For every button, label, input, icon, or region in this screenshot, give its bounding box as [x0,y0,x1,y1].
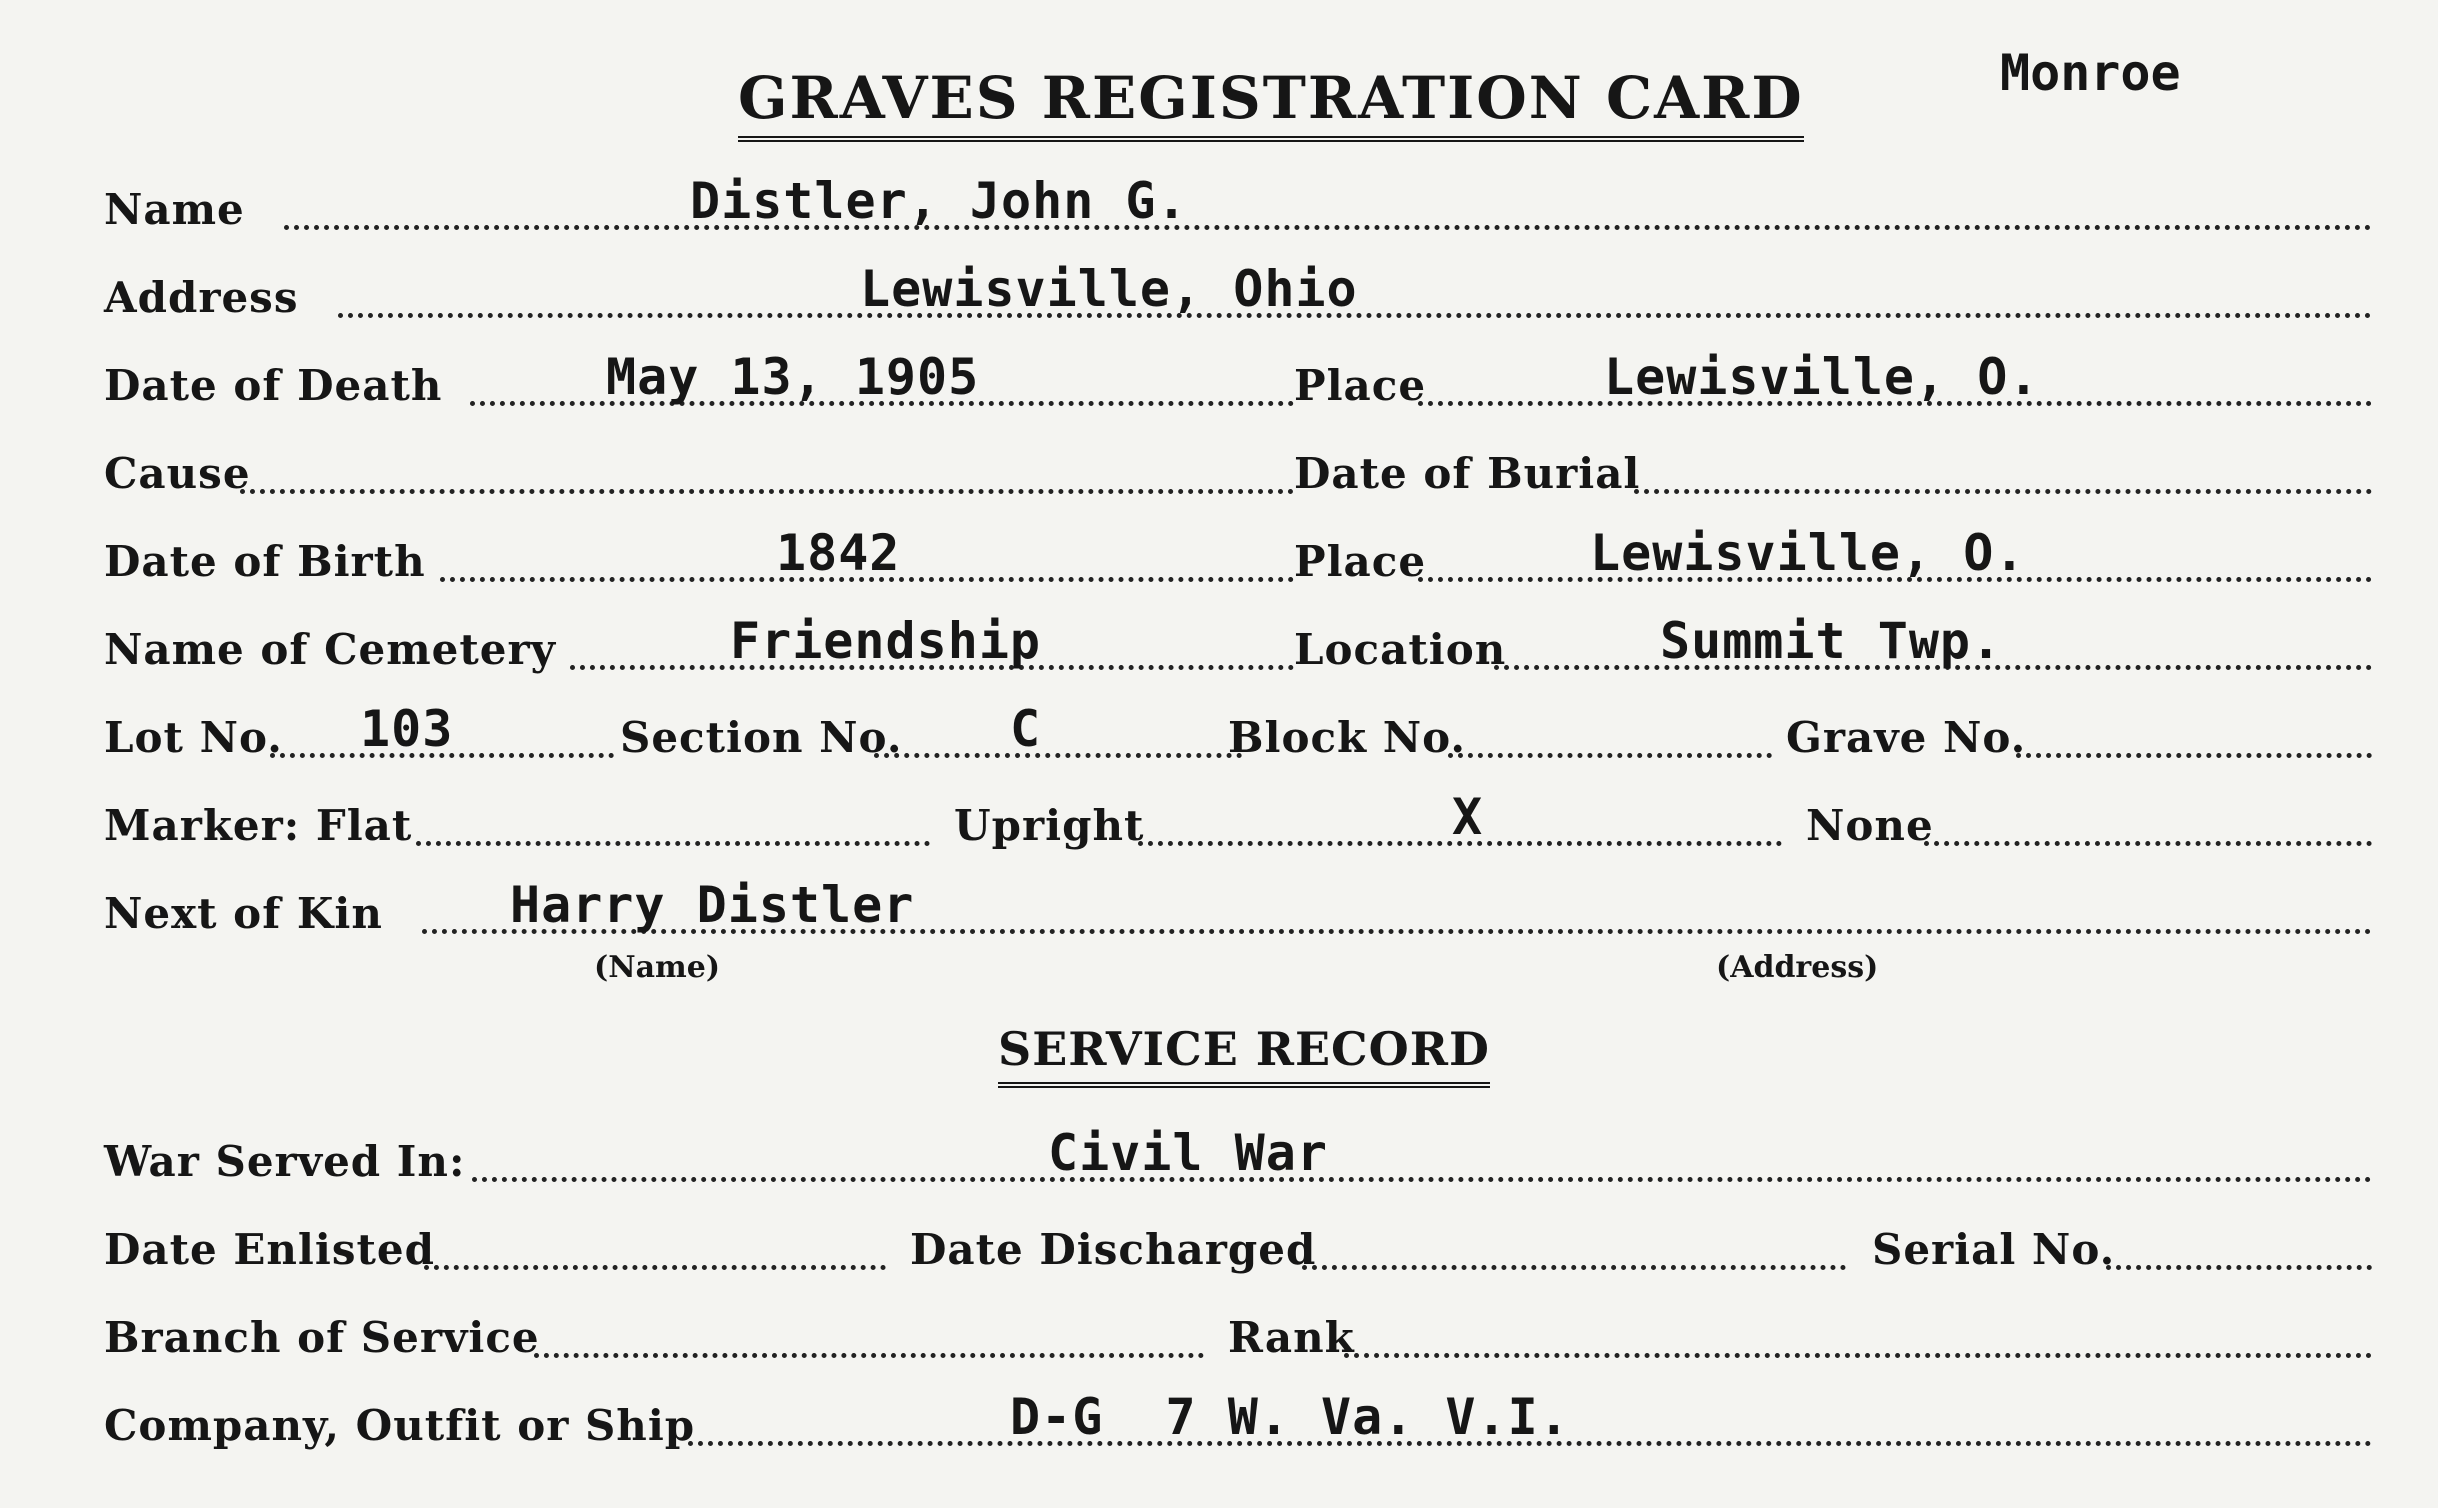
block-no-dotted-line [1448,753,1772,758]
branch-field [104,1302,1204,1372]
death-place-field [1294,350,2372,420]
branch-dotted-line [534,1353,1204,1358]
next-of-kin-value: Harry Distler [510,876,915,934]
grave-no-field [1786,702,2372,772]
serial-no-dotted-line [2106,1265,2372,1270]
address-label: Address [104,273,299,322]
next-of-kin-label: Next of Kin [104,889,383,938]
war-dotted-line [472,1177,2372,1182]
address-value: Lewisville, Ohio [860,260,1358,318]
cause-row [104,438,2372,508]
company-label: Company, Outfit or Ship [104,1401,696,1450]
lot-row [104,702,2372,772]
next-of-kin-address-caption: (Address) [1716,950,1879,985]
section-no-label: Section No. [620,713,903,762]
marker-none-label: None [1806,801,1934,850]
block-no-field [1228,702,1772,772]
birth-place-label: Place [1294,537,1427,586]
marker-flat-label: Marker: Flat [104,801,413,850]
marker-none-field [1806,790,2372,860]
lot-no-field [104,702,614,772]
birth-place-value: Lewisville, O. [1590,524,2026,582]
war-value: Civil War [1048,1124,1328,1182]
grave-no-label: Grave No. [1786,713,2027,762]
card-title: GRAVES REGISTRATION CARD [738,64,1804,142]
death-row [104,350,2372,420]
date-of-birth-label: Date of Birth [104,537,426,586]
county-name: Monroe [2000,44,2181,102]
address-row [104,262,2372,332]
death-place-label: Place [1294,361,1427,410]
marker-flat-dotted-line [416,841,930,846]
date-discharged-label: Date Discharged [910,1225,1317,1274]
birth-place-field [1294,526,2372,596]
cemetery-row [104,614,2372,684]
date-of-death-field [104,350,1294,420]
lot-no-value: 103 [360,700,454,758]
cause-field [104,438,1294,508]
date-discharged-dotted-line [1302,1265,1846,1270]
branch-label: Branch of Service [104,1313,540,1362]
service-record-title: SERVICE RECORD [998,1022,1490,1088]
date-of-birth-field [104,526,1294,596]
name-value: Distler, John G. [690,172,1188,230]
date-of-death-value: May 13, 1905 [606,348,980,406]
marker-upright-value: X [1452,788,1484,846]
date-of-burial-dotted-line [1634,489,2372,494]
location-label: Location [1294,625,1507,674]
cemetery-label: Name of Cemetery [104,625,557,674]
company-value: D-G 7 W. Va. V.I. [1010,1388,1570,1446]
section-no-dotted-line [874,753,1242,758]
serial-no-field [1872,1214,2372,1284]
name-dotted-line [284,225,2372,230]
location-value: Summit Twp. [1660,612,2003,670]
cemetery-field [104,614,1294,684]
lot-no-label: Lot No. [104,713,283,762]
marker-upright-field [954,790,1782,860]
war-label: War Served In: [104,1137,466,1186]
section-no-value: C [1010,700,1042,758]
date-of-birth-value: 1842 [776,524,901,582]
location-field [1294,614,2372,684]
enlistment-row [104,1214,2372,1284]
section-no-field [620,702,1242,772]
war-row [104,1126,2372,1196]
name-row [104,174,2372,244]
rank-field [1228,1302,2372,1372]
marker-flat-field [104,790,930,860]
branch-row [104,1302,2372,1372]
date-discharged-field [910,1214,1846,1284]
marker-row [104,790,2372,860]
date-of-burial-field [1294,438,2372,508]
date-enlisted-label: Date Enlisted [104,1225,435,1274]
date-enlisted-field [104,1214,886,1284]
cause-label: Cause [104,449,251,498]
cause-dotted-line [240,489,1294,494]
date-of-burial-label: Date of Burial [1294,449,1641,498]
company-row [104,1390,2372,1460]
serial-no-label: Serial No. [1872,1225,2116,1274]
date-of-death-label: Date of Death [104,361,443,410]
block-no-label: Block No. [1228,713,1467,762]
grave-no-dotted-line [2016,753,2372,758]
name-label: Name [104,185,245,234]
marker-none-dotted-line [1924,841,2372,846]
rank-dotted-line [1344,1353,2372,1358]
marker-upright-label: Upright [954,801,1145,850]
birth-row [104,526,2372,596]
death-place-value: Lewisville, O. [1604,348,2040,406]
cemetery-value: Friendship [730,612,1042,670]
rank-label: Rank [1228,1313,1355,1362]
date-enlisted-dotted-line [424,1265,886,1270]
next-of-kin-row [104,878,2372,948]
next-of-kin-name-caption: (Name) [594,950,721,985]
